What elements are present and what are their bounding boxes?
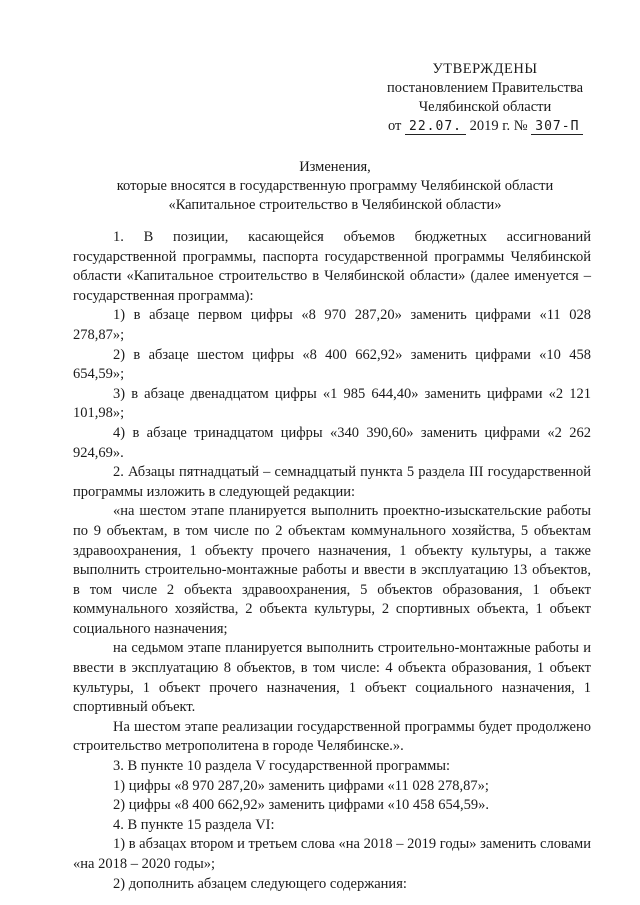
paragraph-6: 2. Абзацы пятнадцатый – семнадцатый пункта 5 раздела III государственной программы изложить в следующей редакции: xyxy=(73,464,591,500)
document-title xyxy=(70,158,600,215)
approval-line-1: постановлением Правительства xyxy=(386,80,584,96)
paragraph-4: 3) в абзаце двенадцатом цифры «1 985 644,40» заменить цифрами «2 121 101,98»; xyxy=(73,385,591,422)
paragraph-2: 1) в абзаце первом цифры «8 970 287,20» заменить цифрами «11 028 278,87»; xyxy=(73,307,591,343)
paragraph-7: «на шестом этапе планируется выполнить проектно-изыскательские работы по 9 объектам, в том числе по 2 объектам коммунального хозяйства, 5 объектам здравоохранения, 1 объекту прочего назначения, 1 объекту культуры, а также выполнить строительно-монтажные работы и ввести в эксплуатацию 13 объектов, в том числе 2 объекта здравоохранения, 5 объектов образования, 1 объект коммунального хозяйства, 2 объекта культуры, 2 спортивных объекта, 1 объект социального назначения; xyxy=(73,503,591,637)
title-line-3: «Капитальное строительство в Челябинской области» xyxy=(168,197,502,213)
title-line-1: Изменения, xyxy=(299,159,371,175)
title-line-2: которые вносятся в государственную программу Челябинской области xyxy=(116,178,554,194)
document-body xyxy=(73,228,591,894)
paragraph-3: 2) в абзаце шестом цифры «8 400 662,92» заменить цифрами «10 458 654,59»; xyxy=(73,346,591,383)
resolution-number: 307-П xyxy=(531,119,583,135)
paragraph-10: 3. В пункте 10 раздела V государственной программы: xyxy=(113,758,451,775)
approval-block xyxy=(380,60,590,136)
paragraph-5: 4) в абзаце тринадцатом цифры «340 390,60» заменить цифрами «2 262 924,69». xyxy=(73,424,591,461)
paragraph-8: на седьмом этапе планируется выполнить строительно-монтажные работы и ввести в эксплуатацию 8 объектов, в том числе: 4 объекта образования, 1 объект культуры, 1 объект прочего назначения, 1 объект социального назначения, 1 спортивный объект. xyxy=(73,640,591,716)
paragraph-11: 1) цифры «8 970 287,20» заменить цифрами «11 028 278,87»; xyxy=(113,777,489,794)
paragraph-15: 2) дополнить абзацем следующего содержания: xyxy=(113,875,407,892)
date-prefix: от xyxy=(388,118,402,134)
paragraph-14: 1) в абзацах втором и третьем слова «на 2018 – 2019 годы» заменить словами «на 2018 – 2020 годы»; xyxy=(73,836,591,872)
date-value: 22.07. xyxy=(405,119,466,135)
approval-header: УТВЕРЖДЕНЫ xyxy=(432,61,538,77)
paragraph-1: 1. В позиции, касающейся объемов бюджетных ассигнований государственной программы, паспорта государственной программы Челябинской области «Капитальное строительство в Челябинской области» (далее именуется – государственная программа): xyxy=(73,229,591,304)
date-year: 2019 г. № xyxy=(469,118,528,134)
approval-line-2: Челябинской области xyxy=(418,99,552,115)
approval-date-line xyxy=(380,117,590,136)
paragraph-13: 4. В пункте 15 раздела VI: xyxy=(113,816,275,833)
paragraph-9: На шестом этапе реализации государственной программы будет продолжено строительство метрополитена в городе Челябинске.». xyxy=(73,718,591,755)
paragraph-12: 2) цифры «8 400 662,92» заменить цифрами «10 458 654,59». xyxy=(113,797,490,814)
